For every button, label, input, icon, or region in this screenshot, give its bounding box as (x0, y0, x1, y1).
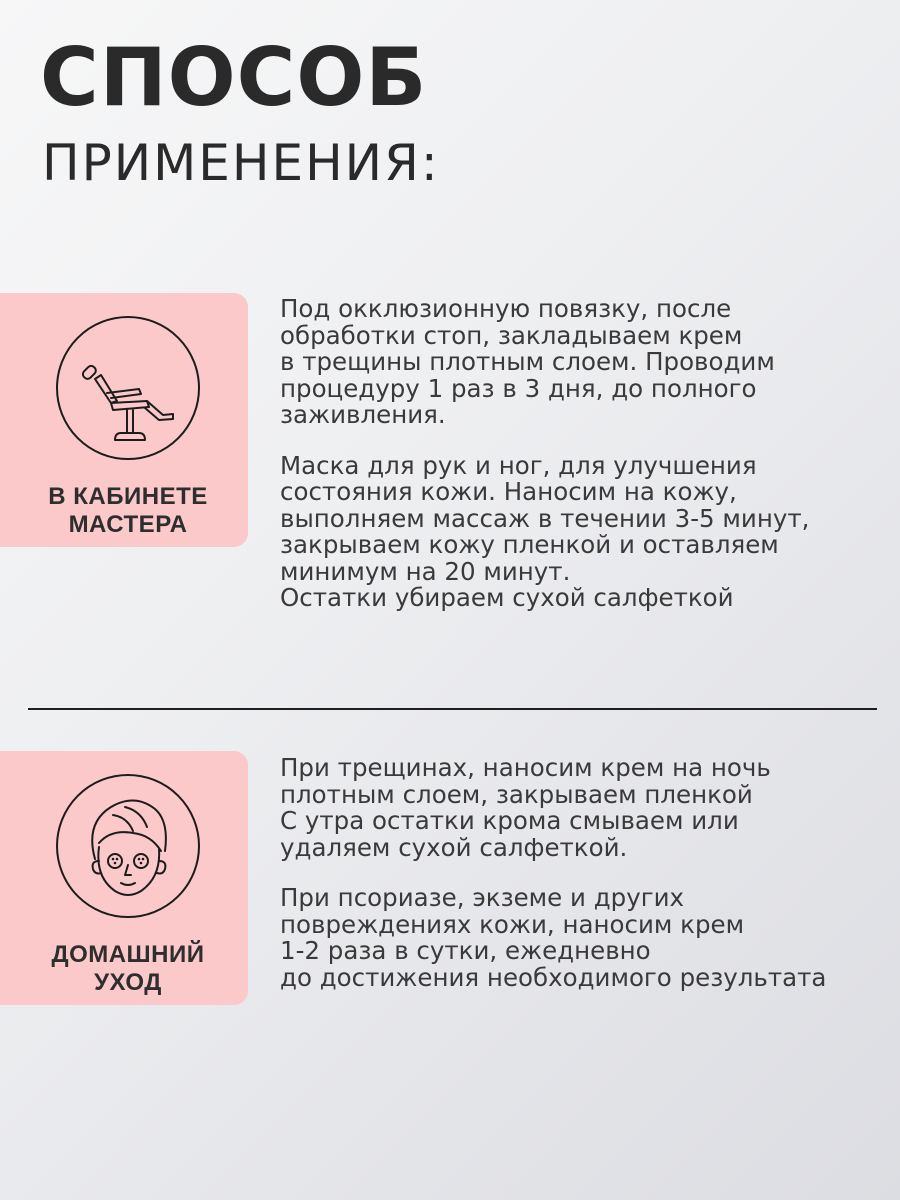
section-card-salon (0, 293, 248, 547)
instruction-paragraph: При трещинах, наносим крем на ночь плотным слоем, закрываем пленкой С утра остатки крома смываем или удаляем сухой салфеткой. (280, 753, 771, 862)
instruction-paragraph: При псориазе, экземе и других повреждениях кожи, наносим крем 1-2 раза в сутки, ежедневно до достижения необходимого результата (280, 883, 827, 992)
section-text-salon (280, 296, 880, 636)
section-label: ДОМАШНИЙ УХОД (51, 941, 205, 996)
face-mask-towel-icon (55, 773, 201, 919)
section-divider (28, 708, 877, 710)
page-subtitle: ПРИМЕНЕНИЯ: (42, 134, 440, 192)
salon-chair-icon (55, 315, 201, 461)
instruction-paragraph: Под окклюзионную повязку, после обработки стоп, закладываем крем в трещины плотным слоем. Проводим процедуру 1 раз в 3 дня, до полного заживления. (280, 294, 775, 429)
page-title: СПОСОБ (40, 31, 428, 124)
section-label: В КАБИНЕТЕ МАСТЕРА (48, 483, 208, 538)
section-card-home (0, 751, 248, 1005)
instruction-paragraph: Маска для рук и ног, для улучшения состояния кожи. Наносим на кожу, выполняем массаж в течении 3-5 минут, закрываем кожу пленкой и оставляем минимум на 20 минут. Остатки убираем сухой салфеткой (280, 450, 810, 612)
section-text-home (280, 755, 880, 1015)
